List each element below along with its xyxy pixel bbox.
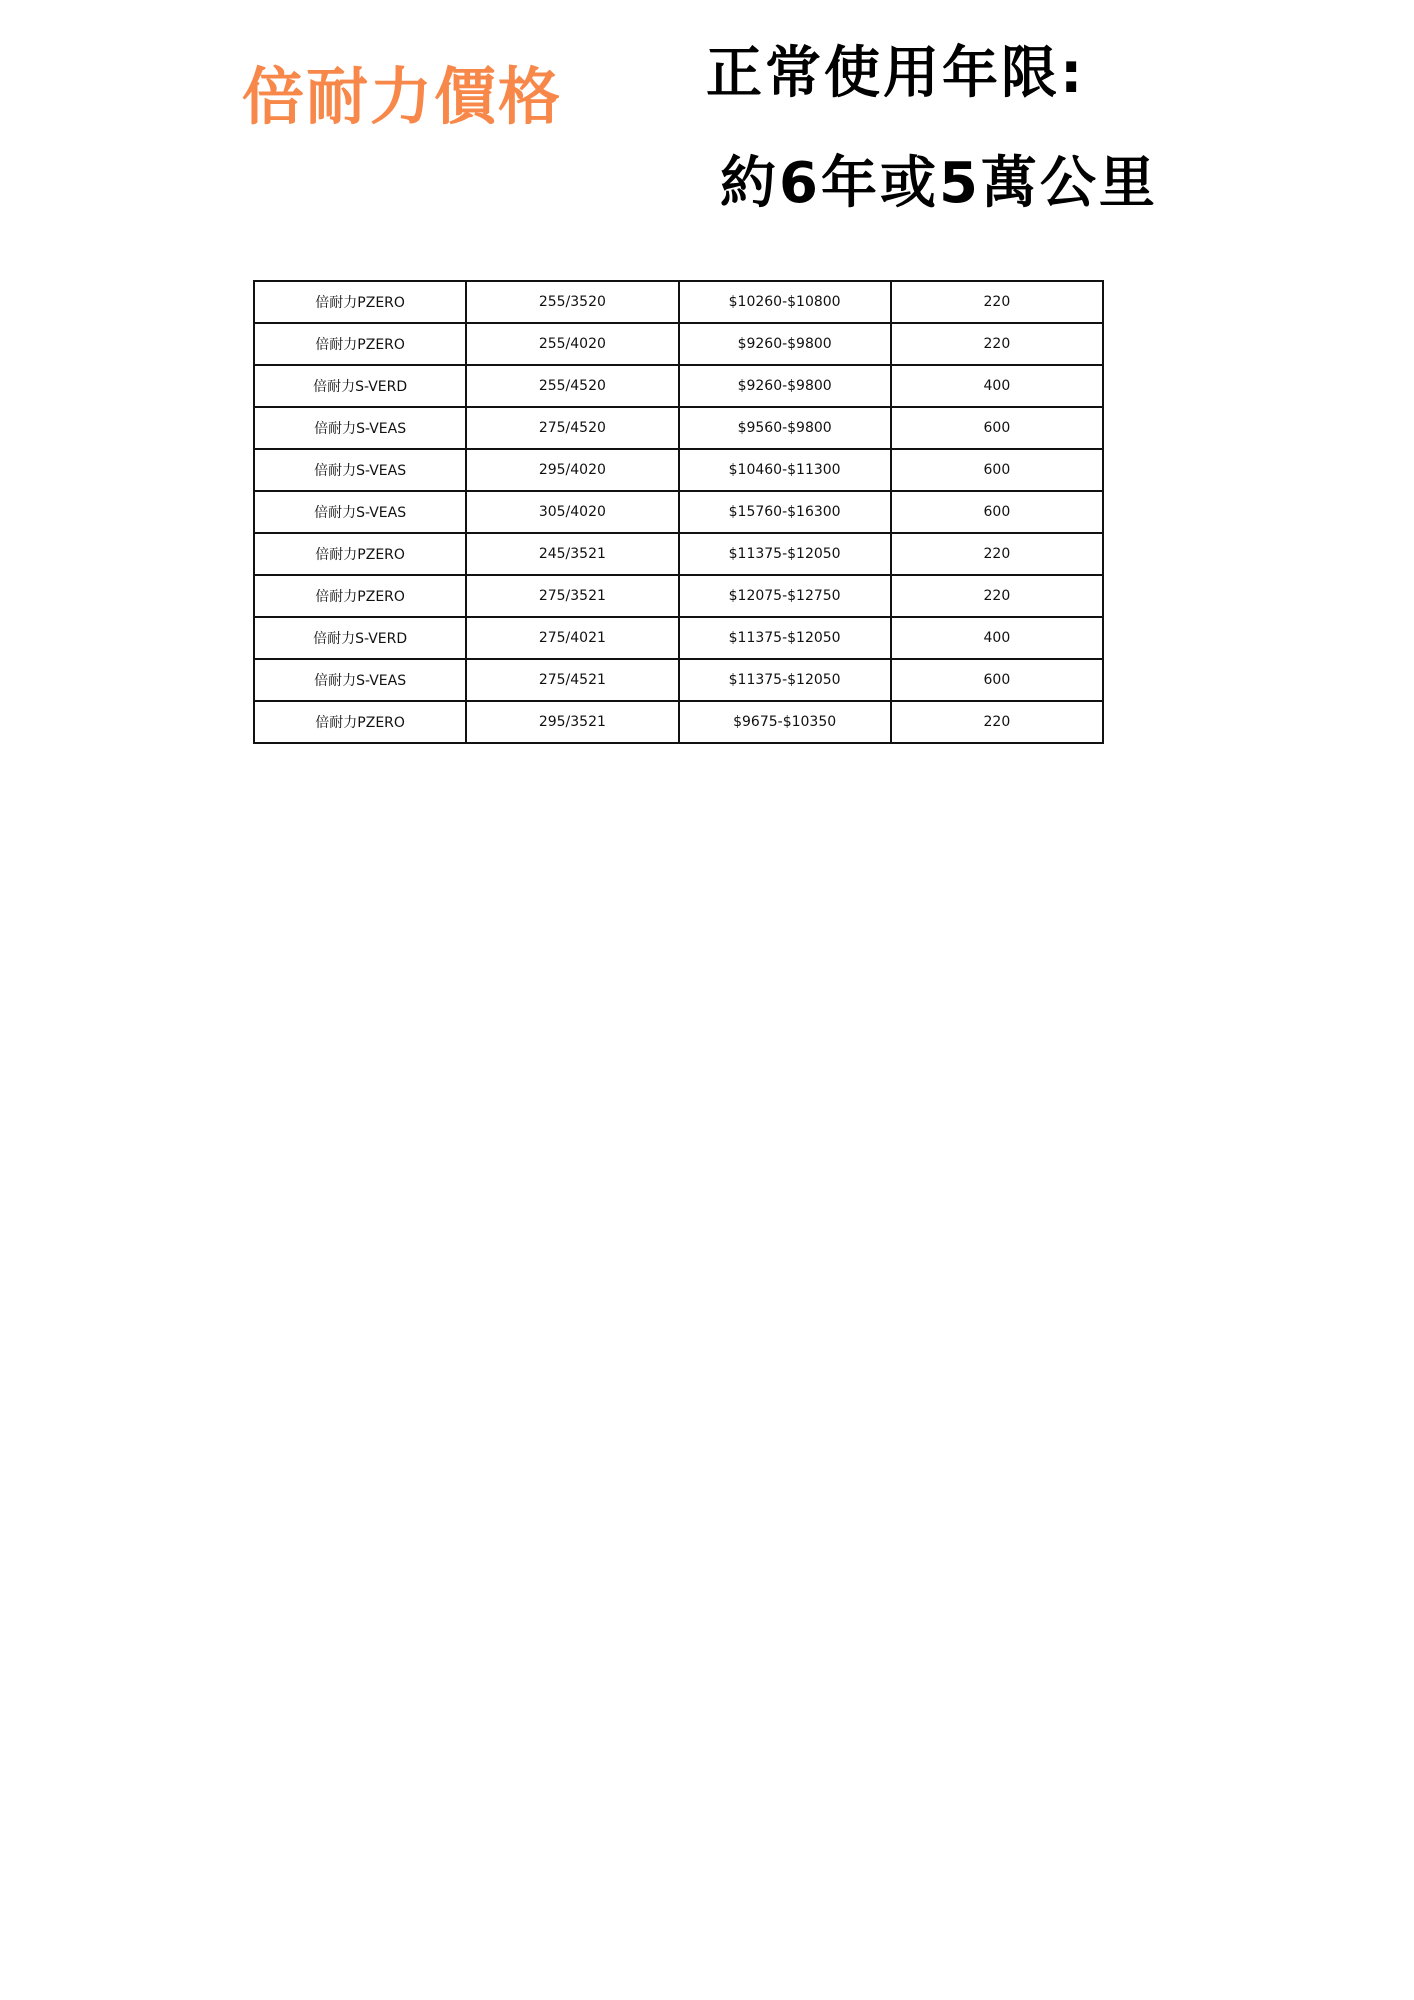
treadwear-cell: 400 xyxy=(891,365,1103,407)
table-row xyxy=(254,407,1103,449)
price-range-cell: $9260-$9800 xyxy=(679,365,891,407)
tire-model-cell: 倍耐力S-VEAS xyxy=(254,659,466,701)
price-range-cell: $10460-$11300 xyxy=(679,449,891,491)
treadwear-cell: 600 xyxy=(891,449,1103,491)
tire-price-table xyxy=(253,280,1104,744)
tire-size-cell: 275/4520 xyxy=(466,407,678,449)
table-row xyxy=(254,365,1103,407)
tire-size-cell: 295/4020 xyxy=(466,449,678,491)
treadwear-cell: 400 xyxy=(891,617,1103,659)
tire-size-cell: 305/4020 xyxy=(466,491,678,533)
treadwear-cell: 600 xyxy=(891,659,1103,701)
table-row xyxy=(254,323,1103,365)
price-range-cell: $11375-$12050 xyxy=(679,617,891,659)
tire-model-cell: 倍耐力S-VERD xyxy=(254,365,466,407)
tire-model-cell: 倍耐力PZERO xyxy=(254,281,466,323)
treadwear-cell: 600 xyxy=(891,491,1103,533)
treadwear-cell: 220 xyxy=(891,701,1103,743)
treadwear-cell: 220 xyxy=(891,323,1103,365)
table-row xyxy=(254,491,1103,533)
price-range-cell: $9260-$9800 xyxy=(679,323,891,365)
table-row xyxy=(254,575,1103,617)
treadwear-cell: 220 xyxy=(891,533,1103,575)
tire-model-cell: 倍耐力PZERO xyxy=(254,575,466,617)
treadwear-cell: 600 xyxy=(891,407,1103,449)
service-life-label: 正常使用年限: xyxy=(706,41,1086,106)
tire-size-cell: 255/4520 xyxy=(466,365,678,407)
tire-size-cell: 255/4020 xyxy=(466,323,678,365)
price-range-cell: $9675-$10350 xyxy=(679,701,891,743)
table-row xyxy=(254,701,1103,743)
price-range-cell: $15760-$16300 xyxy=(679,491,891,533)
treadwear-cell: 220 xyxy=(891,281,1103,323)
tire-model-cell: 倍耐力S-VEAS xyxy=(254,449,466,491)
treadwear-cell: 220 xyxy=(891,575,1103,617)
price-range-cell: $10260-$10800 xyxy=(679,281,891,323)
tire-size-cell: 295/3521 xyxy=(466,701,678,743)
price-range-cell: $9560-$9800 xyxy=(679,407,891,449)
price-range-cell: $11375-$12050 xyxy=(679,533,891,575)
tire-size-cell: 255/3520 xyxy=(466,281,678,323)
tire-model-cell: 倍耐力PZERO xyxy=(254,533,466,575)
table-row xyxy=(254,659,1103,701)
tire-model-cell: 倍耐力PZERO xyxy=(254,323,466,365)
tire-size-cell: 275/4521 xyxy=(466,659,678,701)
tire-size-cell: 275/4021 xyxy=(466,617,678,659)
table-body xyxy=(254,281,1103,743)
price-range-cell: $12075-$12750 xyxy=(679,575,891,617)
table-row xyxy=(254,449,1103,491)
tire-size-cell: 245/3521 xyxy=(466,533,678,575)
table-row xyxy=(254,281,1103,323)
tire-size-cell: 275/3521 xyxy=(466,575,678,617)
service-life-value: 約6年或5萬公里 xyxy=(720,151,1158,216)
brand-price-title: 倍耐力價格 xyxy=(242,60,563,133)
tire-model-cell: 倍耐力S-VERD xyxy=(254,617,466,659)
table-row xyxy=(254,617,1103,659)
tire-model-cell: 倍耐力S-VEAS xyxy=(254,407,466,449)
table-row xyxy=(254,533,1103,575)
tire-model-cell: 倍耐力S-VEAS xyxy=(254,491,466,533)
price-range-cell: $11375-$12050 xyxy=(679,659,891,701)
tire-model-cell: 倍耐力PZERO xyxy=(254,701,466,743)
